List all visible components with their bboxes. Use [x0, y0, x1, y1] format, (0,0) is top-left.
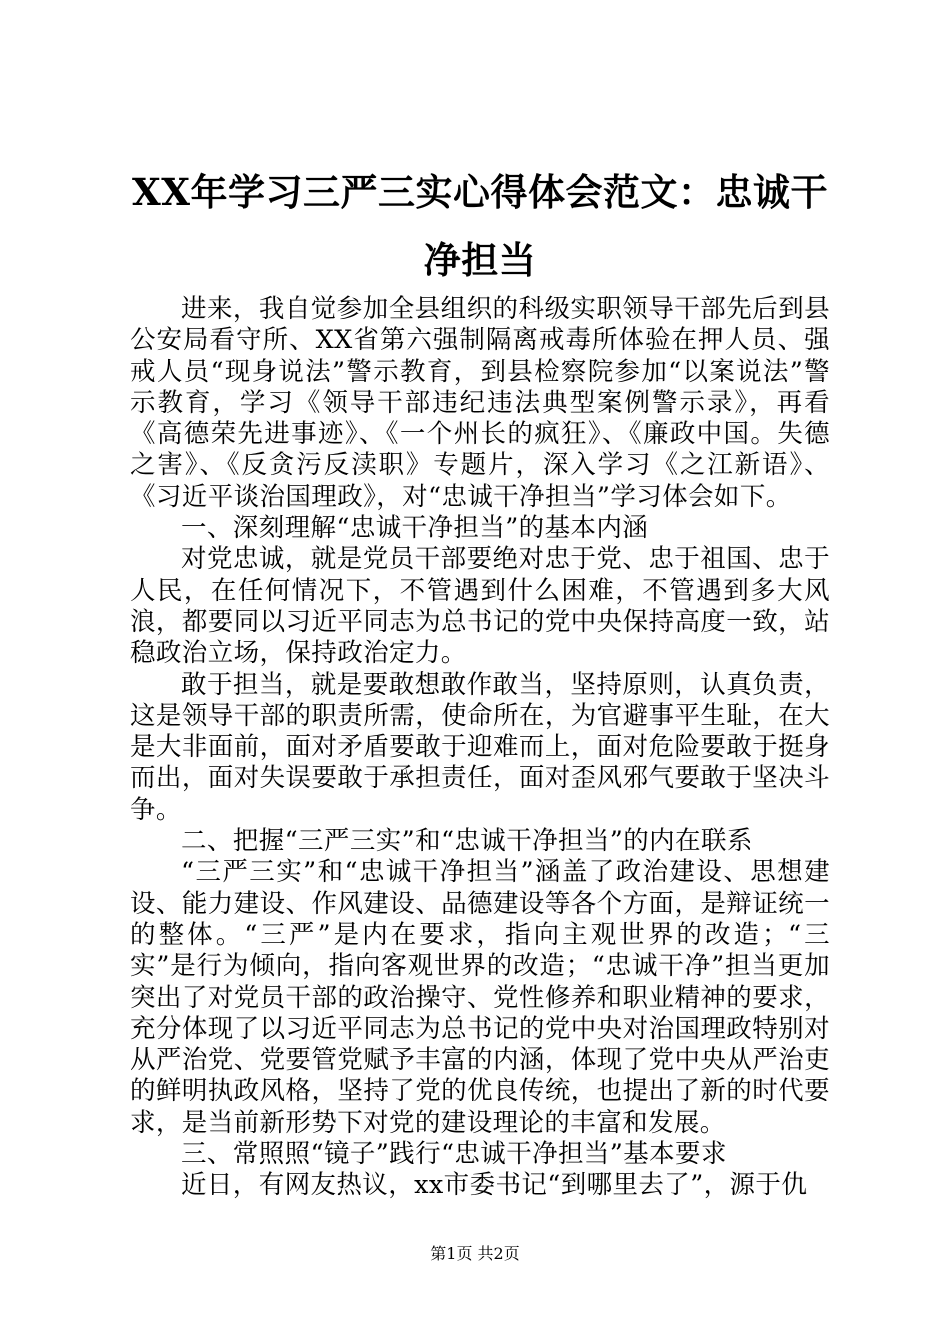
paragraph-relation: “三严三实”和“忠诚干净担当”涵盖了政治建设、思想建设、能力建设、作风建设、品德建设等各个方面，是辩证统一的整体。“三严”是内在要求，指向主观世界的改造；“三实”是行为倾向，指向客观世界的改造；“忠诚干净”担当更加突出了对党员干部的政治操守、党性修养和职业精神的要求，充分体现了以习近平同志为总书记的党中央对治国理政特别对从严治党、党要管党赋予丰富的内涵，体现了党中央从严治吏的鲜明执政风格，坚持了党的优良传统，也提出了新的时代要求，是当前新形势下对党的建设理论的丰富和发展。: [130, 857, 830, 1138]
paragraph-responsibility: 敢于担当，就是要敢想敢作敢当，坚持原则，认真负责，这是领导干部的职责所需，使命所在，为官避事平生耻，在大是大非面前，面对矛盾要敢于迎难而上，面对危险要敢于挺身而出，面对失误要敢于承担责任，面对歪风邪气要敢于坚决斗争。: [130, 669, 830, 825]
document-title: XX年学习三严三实心得体会范文：忠诚干净担当: [132, 170, 828, 282]
paragraph-loyalty: 对党忠诚，就是党员干部要绝对忠于党、忠于祖国、忠于人民，在任何情况下，不管遇到什么困难，不管遇到多大风浪，都要同以习近平同志为总书记的党中央保持高度一致，站稳政治立场，保持政治定力。: [130, 544, 830, 669]
section-heading-1: 一、深刻理解“忠诚干净担当”的基本内涵: [181, 513, 649, 544]
section-heading-2: 二、把握“三严三实”和“忠诚干净担当”的内在联系: [181, 826, 753, 857]
page-footer: 第1页 共2页: [430, 1244, 520, 1263]
document-body: [130, 294, 830, 1202]
paragraph-recent: 近日，有网友热议，xx市委书记“到哪里去了”，源于仇: [181, 1170, 808, 1201]
section-heading-3: 三、常照照“镜子”践行“忠诚干净担当”基本要求: [181, 1139, 727, 1170]
paragraph-intro: 进来，我自觉参加全县组织的科级实职领导干部先后到县公安局看守所、XX省第六强制隔离戒毒所体验在押人员、强戒人员“现身说法”警示教育，到县检察院参加“以案说法”警示教育，学习《领导干部违纪违法典型案例警示录》，再看《高德荣先进事迹》、《一个州长的疯狂》、《廉政中国。失德之害》、《反贪污反渎职》专题片，深入学习《之江新语》、《习近平谈治国理政》，对“忠诚干净担当”学习体会如下。: [130, 294, 830, 512]
